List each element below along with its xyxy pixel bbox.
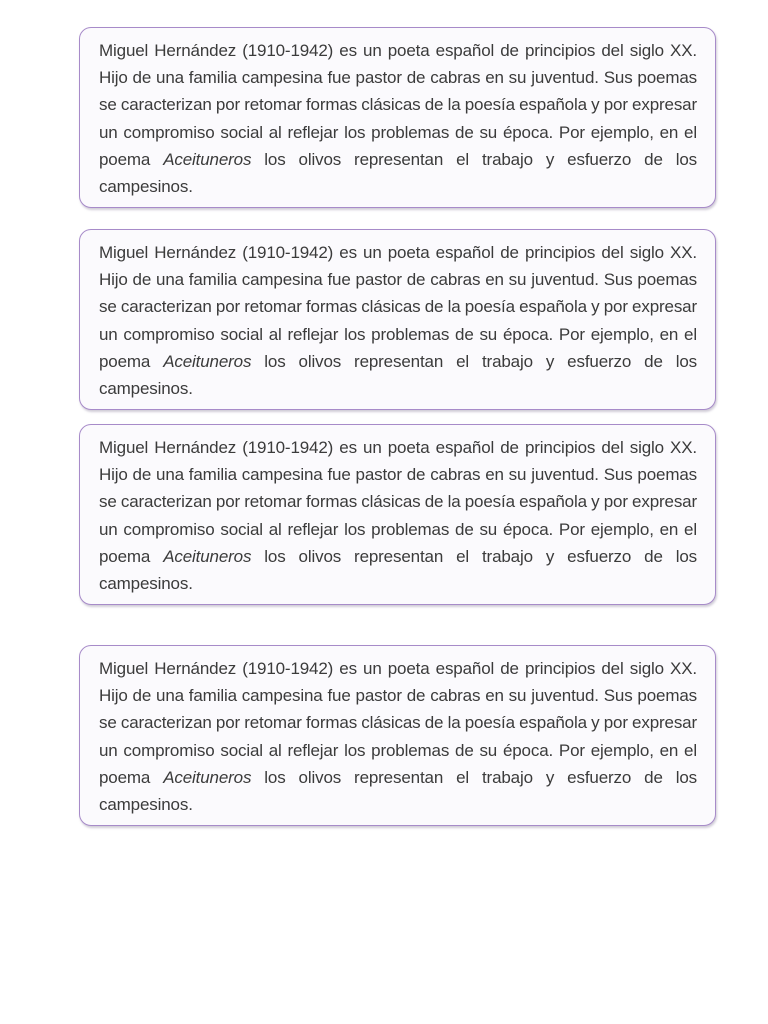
paragraph-text-start: Miguel Hernández (1910-1942) es un poeta español de principios del siglo XX. Hijo de una familia campesina fue pastor de cabras en su juventud. Sus poemas se caracterizan por retomar formas clásicas de la poesía española y por expresar un compromiso social al reflejar los problemas de su época. Por ejemplo, en el poema [99,438,697,566]
text-card-3 [79,424,716,605]
card-paragraph [99,434,697,597]
text-card-2 [79,229,716,410]
paragraph-text-end: los olivos representan el trabajo y esfuerzo de los campesinos. [99,149,698,197]
poem-title: Aceituneros [163,149,252,169]
card-paragraph [99,239,697,402]
paragraph-text-end: los olivos representan el trabajo y esfuerzo de los campesinos. [99,767,698,815]
paragraph-text-start: Miguel Hernández (1910-1942) es un poeta español de principios del siglo XX. Hijo de una familia campesina fue pastor de cabras en su juventud. Sus poemas se caracterizan por retomar formas clásicas de la poesía española y por expresar un compromiso social al reflejar los problemas de su época. Por ejemplo, en el poema [99,659,697,787]
text-card-4 [79,645,716,826]
paragraph-text-end: los olivos representan el trabajo y esfuerzo de los campesinos. [99,351,698,399]
poem-title: Aceituneros [163,546,252,566]
paragraph-text-start: Miguel Hernández (1910-1942) es un poeta español de principios del siglo XX. Hijo de una familia campesina fue pastor de cabras en su juventud. Sus poemas se caracterizan por retomar formas clásicas de la poesía española y por expresar un compromiso social al reflejar los problemas de su época. Por ejemplo, en el poema [99,243,697,371]
poem-title: Aceituneros [163,351,252,371]
card-paragraph [99,37,697,200]
poem-title: Aceituneros [163,767,252,787]
text-card-1 [79,27,716,208]
paragraph-text-end: los olivos representan el trabajo y esfuerzo de los campesinos. [99,546,698,594]
paragraph-text-start: Miguel Hernández (1910-1942) es un poeta español de principios del siglo XX. Hijo de una familia campesina fue pastor de cabras en su juventud. Sus poemas se caracterizan por retomar formas clásicas de la poesía española y por expresar un compromiso social al reflejar los problemas de su época. Por ejemplo, en el poema [99,41,697,169]
card-paragraph [99,655,697,818]
